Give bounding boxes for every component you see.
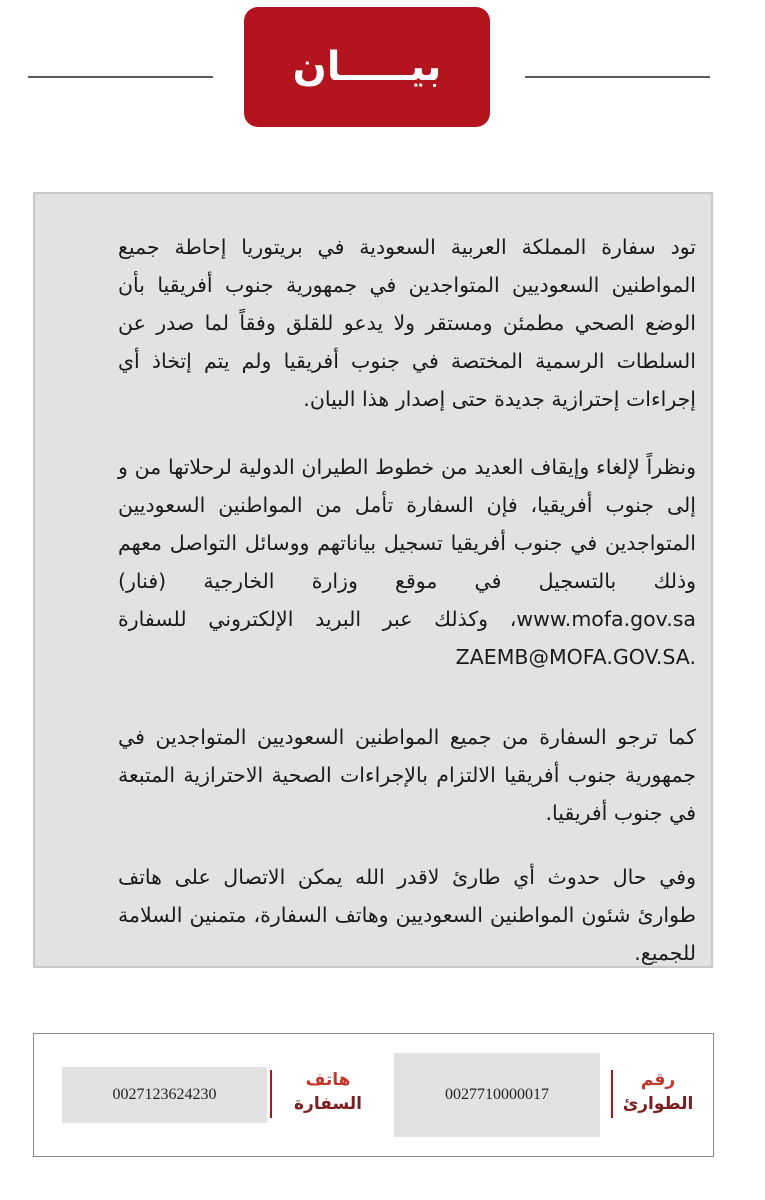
header-rule-right [525,76,710,78]
statement-paragraph-1: تود سفارة المملكة العربية السعودية في بريتوريا إحاطة جميع المواطنين السعوديين المتواجدين في جمهورية جنوب أفريقيا بأن الوضع الصحي مطمئن ومستقر ولا يدعو للقلق وفقاً لما صدر عن السلطات الرسمية المختصة في جنوب أفريقيا ولم يتم إتخاذ أي إجراءات إحترازية جديدة حتى إصدار هذا البيان. [118,235,696,411]
header-rule-left [28,76,213,78]
paragraph-2-middle: ، وكذلك عبر البريد الإلكتروني للسفارة [118,607,517,631]
statement-paragraph-2 [118,448,696,676]
embassy-label-line2: السفارة [294,1094,362,1114]
embassy-phone-number: 0027123624230 [62,1067,267,1123]
paragraph-2-text: ونظراً لإلغاء وإيقاف العديد من خطوط الطيران الدولية لرحلاتها من و إلى جنوب أفريقيا، فإن السفارة تأمل من المواطنين السعوديين المتواجدين في جنوب أفريقيا تسجيل بياناتهم ووسائل التواصل معهم وذلك بالتسجيل في موقع وزارة الخارجية (فنار) [118,455,696,593]
embassy-email[interactable]: ZAEMB@MOFA.GOV.SA. [455,645,696,669]
emergency-label-line1: رقم [640,1070,676,1090]
emergency-phone-number: 0027710000017 [394,1053,600,1137]
emergency-separator [611,1070,613,1118]
embassy-separator [270,1070,272,1118]
embassy-label [282,1068,374,1116]
emergency-label-line2: الطوارئ [622,1094,694,1114]
emergency-label [619,1068,697,1116]
embassy-label-line1: هاتف [305,1070,351,1090]
page-title: بيـــــان [244,7,490,127]
website-link[interactable]: www.mofa.gov.sa [516,607,696,631]
statement-paragraph-4: وفي حال حدوث أي طارئ لاقدر الله يمكن الاتصال على هاتف طوارئ شئون المواطنين السعوديين وهاتف السفارة، متمنين السلامة للجميع. [118,865,696,965]
statement-paragraph-3: كما ترجو السفارة من جميع المواطنين السعوديين المتواجدين في جمهورية جنوب أفريقيا الالتزام بالإجراءات الصحية الاحترازية المتبعة في جنوب أفريقيا. [118,725,696,825]
